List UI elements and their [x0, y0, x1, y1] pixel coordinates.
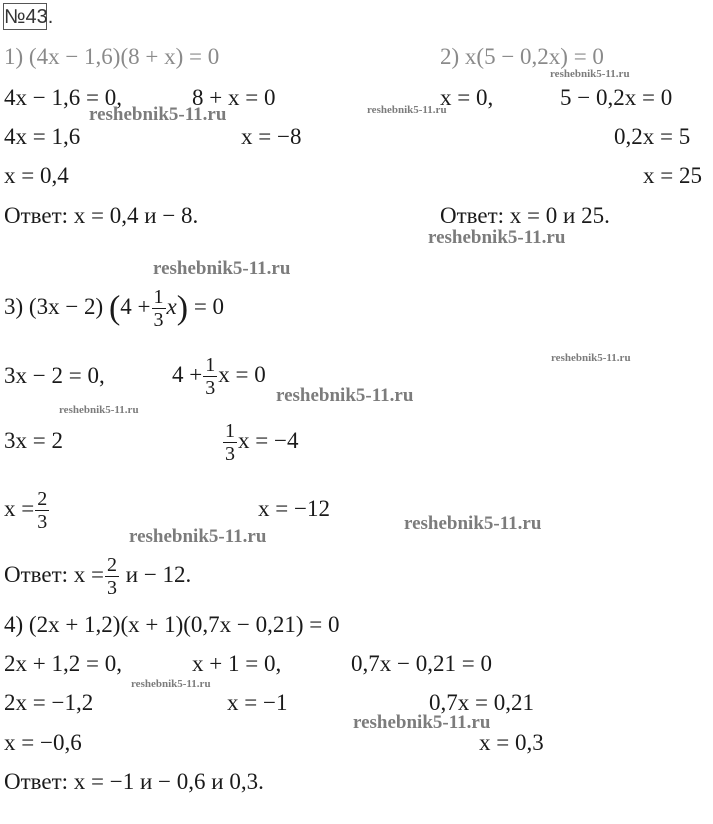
problem-2-step-2b: 0,2x = 5 — [614, 124, 691, 149]
problem-4-answer: Ответ: x = −1 и − 0,6 и 0,3. — [4, 769, 264, 794]
problem-2-step-1a: x = 0, — [440, 85, 494, 110]
problem-1-step-1a: 4x − 1,6 = 0, — [4, 85, 122, 110]
step-2b-suffix: x = −4 — [238, 428, 299, 453]
fraction-denominator: 3 — [205, 377, 216, 400]
watermark: reshebnik5-11.ru — [367, 104, 447, 116]
watermark: reshebnik5-11.ru — [428, 227, 566, 248]
watermark: reshebnik5-11.ru — [404, 513, 542, 534]
problem-3-answer — [4, 552, 191, 599]
step-3a-prefix: x = — [4, 496, 35, 521]
watermark: reshebnik5-11.ru — [353, 712, 491, 733]
problem-2-step-1b: 5 − 0,2x = 0 — [560, 85, 673, 110]
answer-suffix: и − 12. — [125, 562, 192, 587]
fraction-two-thirds — [105, 554, 119, 599]
problem-4-step-2b: x = −1 — [227, 690, 288, 715]
step-1b-prefix: 4 + — [172, 362, 203, 387]
right-paren: ) — [176, 289, 189, 327]
problem-3-step-1a: 3x − 2 = 0, — [4, 363, 105, 388]
problem-4-step-2c: 0,7x = 0,21 — [429, 690, 534, 715]
problem-3-title — [4, 285, 224, 331]
fraction-denominator: 3 — [107, 577, 118, 600]
fraction-numerator: 1 — [205, 354, 216, 377]
watermark: reshebnik5-11.ru — [551, 352, 631, 364]
fraction-denominator: 3 — [153, 309, 164, 332]
problem-4-step-2a: 2x = −1,2 — [4, 690, 94, 715]
step-1b-suffix: x = 0 — [218, 362, 266, 387]
problem-4-step-1a: 2x + 1,2 = 0, — [4, 651, 122, 676]
fraction-one-third — [203, 354, 217, 399]
problem-2-title: 2) x(5 − 0,2x) = 0 — [440, 44, 604, 69]
problem-4-step-3a: x = −0,6 — [4, 730, 82, 755]
variable-x: x — [166, 294, 177, 319]
problem-2-answer: Ответ: x = 0 и 25. — [440, 203, 610, 228]
fraction-numerator: 1 — [153, 286, 164, 309]
problem-3-step-1b — [172, 352, 266, 399]
watermark: reshebnik5-11.ru — [276, 385, 414, 406]
watermark: reshebnik5-11.ru — [129, 526, 267, 547]
problem-1-step-1b: 8 + x = 0 — [192, 85, 276, 110]
fraction-numerator: 2 — [37, 488, 48, 511]
problem-4-title: 4) (2x + 1,2)(x + 1)(0,7x − 0,21) = 0 — [4, 612, 340, 637]
fraction-numerator: 2 — [107, 554, 118, 577]
exercise-number: №43. — [3, 3, 47, 30]
watermark: reshebnik5-11.ru — [59, 404, 139, 416]
watermark: reshebnik5-11.ru — [89, 104, 227, 125]
fraction-one-third — [152, 286, 166, 331]
problem-3-title-rhs: = 0 — [193, 294, 225, 319]
problem-3-step-2a: 3x = 2 — [4, 428, 63, 453]
watermark: reshebnik5-11.ru — [550, 68, 630, 80]
problem-3-step-3b: x = −12 — [258, 496, 330, 521]
problem-3-title-factor-2: 4 + — [120, 294, 151, 319]
fraction-denominator: 3 — [225, 443, 235, 466]
fraction-denominator: 3 — [37, 511, 48, 534]
watermark: reshebnik5-11.ru — [131, 678, 211, 690]
problem-3-step-3a — [4, 486, 50, 533]
answer-prefix: Ответ: x = — [4, 562, 105, 587]
problem-1-step-2a: 4x = 1,6 — [4, 124, 81, 149]
problem-4-step-3c: x = 0,3 — [479, 730, 544, 755]
problem-3-title-factor-1: 3) (3x − 2) — [4, 294, 104, 319]
fraction-numerator: 1 — [225, 420, 235, 443]
left-paren: ( — [108, 289, 121, 327]
problem-2-step-3b: x = 25 — [643, 163, 702, 188]
problem-1-step-2b: x = −8 — [241, 124, 302, 149]
problem-4-step-1b: x + 1 = 0, — [192, 651, 282, 676]
watermark: reshebnik5-11.ru — [153, 258, 291, 279]
problem-1-step-3a: x = 0,4 — [4, 163, 69, 188]
fraction-two-thirds — [35, 488, 49, 533]
problem-3-step-2b — [222, 418, 298, 465]
problem-1-answer: Ответ: x = 0,4 и − 8. — [4, 203, 199, 228]
fraction-one-third — [223, 420, 237, 465]
problem-1-title: 1) (4x − 1,6)(8 + x) = 0 — [4, 44, 220, 69]
problem-4-step-1c: 0,7x − 0,21 = 0 — [351, 651, 492, 676]
